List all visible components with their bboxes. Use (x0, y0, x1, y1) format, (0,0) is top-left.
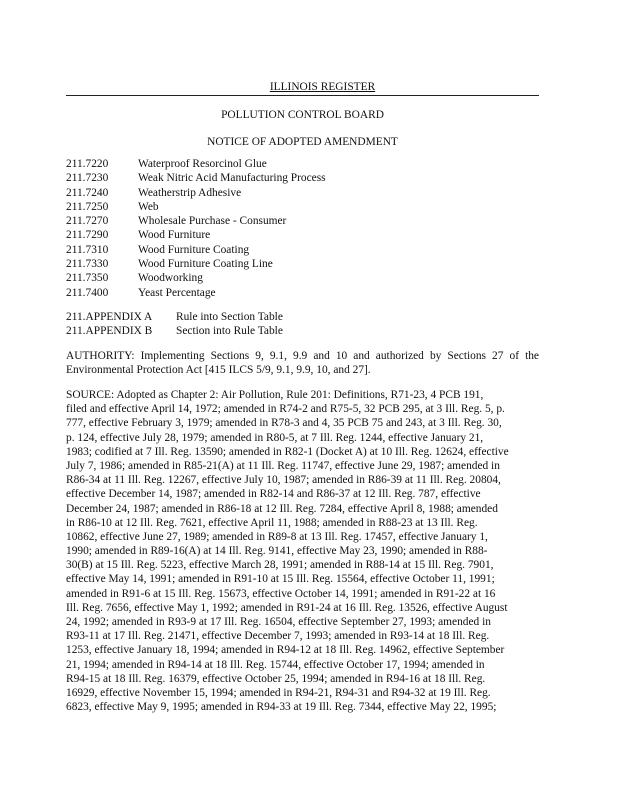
source-line: R86-34 at 11 Ill. Reg. 12267, effective July 10, 1987; amended in R86-39 at 11 Ill. Reg. 20804, (66, 474, 501, 487)
source-line: 10862, effective June 27, 1989; amended in R89-8 at 13 Ill. Reg. 17457, effective January 1, (66, 530, 488, 543)
register-title: ILLINOIS REGISTER (269, 81, 376, 93)
section-title: Waterproof Resorcinol Glue (138, 158, 267, 170)
appendix-row (66, 310, 539, 324)
appendix-number: 211.APPENDIX A (66, 311, 153, 323)
source-line: 21, 1994; amended in R94-14 at 18 Ill. Reg. 15744, effective October 17, 1994; amended in (66, 658, 485, 671)
register-header (66, 80, 539, 96)
section-number: 211.7250 (66, 200, 109, 213)
section-title: Wood Furniture Coating (138, 243, 250, 256)
source-line: 30(B) at 15 Ill. Reg. 5223, effective March 28, 1991; amended in R88-14 at 15 Ill. Reg. 7901, (66, 559, 494, 572)
section-title: Wood Furniture Coating Line (138, 258, 273, 271)
section-row (66, 186, 539, 200)
appendix-list (66, 310, 539, 339)
source-line: SOURCE: Adopted as Chapter 2: Air Pollution, Rule 201: Definitions, R71-23, 4 PCB 191, (66, 389, 484, 401)
section-number: 211.7290 (66, 229, 109, 242)
source-line: in R86-10 at 12 Ill. Reg. 7621, effective April 11, 1988; amended in R88-23 at 13 Ill. Reg. (66, 516, 478, 529)
appendix-row (66, 324, 539, 338)
section-row (66, 214, 539, 228)
authority-paragraph: AUTHORITY: Implementing Sections 9, 9.1, 9.9 and 10 and authorized by Sections 27 of the Environmental Protection Act [415 ILCS 5/9, 9.1, 9.9, 10, and 27]. (66, 350, 539, 377)
section-number: 211.7330 (66, 258, 109, 271)
section-row (66, 157, 539, 171)
source-line: effective December 14, 1987; amended in R82-14 and R86-37 at 12 Ill. Reg. 787, effective (66, 488, 481, 501)
section-number: 211.7400 (66, 286, 109, 299)
source-line: R93-11 at 17 Ill. Reg. 21471, effective December 7, 1993; amended in R93-14 at 18 Ill. Reg. (66, 630, 490, 643)
section-title: Woodworking (138, 272, 203, 285)
source-line: p. 124, effective July 28, 1979; amended in R80-5, at 7 Ill. Reg. 1244, effective January 21, (66, 431, 484, 444)
source-line: R94-15 at 18 Ill. Reg. 16379, effective October 25, 1994; amended in R94-16 at 18 Ill. Reg. (66, 672, 486, 685)
section-number: 211.7310 (66, 243, 109, 256)
appendix-number: 211.APPENDIX B (66, 325, 153, 338)
section-list (66, 157, 539, 300)
source-line: 1990; amended in R89-16(A) at 14 Ill. Reg. 9141, effective May 23, 1990; amended in R88- (66, 545, 488, 558)
source-line: December 24, 1987; amended in R86-18 at 12 Ill. Reg. 7284, effective April 8, 1988; amended (66, 502, 498, 515)
appendix-title: Rule into Section Table (176, 311, 283, 323)
section-title: Web (138, 200, 159, 213)
section-title: Weak Nitric Acid Manufacturing Process (138, 172, 326, 185)
section-title: Weatherstrip Adhesive (138, 186, 242, 199)
section-row (66, 257, 539, 271)
source-line: effective May 14, 1991; amended in R91-10 at 15 Ill. Reg. 15564, effective October 11, 1991; (66, 573, 495, 586)
source-line: amended in R91-6 at 15 Ill. Reg. 15673, effective October 14, 1991; amended in R91-22 at 16 (66, 587, 496, 600)
section-number: 211.7230 (66, 172, 109, 185)
section-title: Yeast Percentage (138, 286, 216, 299)
section-number: 211.7240 (66, 186, 109, 199)
section-row (66, 228, 539, 242)
notice-title: NOTICE OF ADOPTED AMENDMENT (207, 136, 398, 148)
source-line: 16929, effective November 15, 1994; amended in R94-21, R94-31 and R94-32 at 19 Ill. Reg. (66, 686, 491, 699)
source-line: 777, effective February 3, 1979; amended in R78-3 and 4, 35 PCB 75 and 243, at 3 Ill. Reg. 30, (66, 417, 502, 430)
section-row (66, 271, 539, 285)
section-number: 211.7270 (66, 215, 109, 228)
board-title: POLLUTION CONTROL BOARD (221, 109, 384, 121)
section-row (66, 200, 539, 214)
section-number: 211.7220 (66, 158, 109, 170)
section-row (66, 243, 539, 257)
section-row (66, 171, 539, 185)
source-line: 1983; codified at 7 Ill. Reg. 13590; amended in R82-1 (Docket A) at 10 Ill. Reg. 12624, effective (66, 445, 509, 458)
section-title: Wood Furniture (138, 229, 211, 242)
source-line: Ill. Reg. 7656, effective May 1, 1992; amended in R91-24 at 16 Ill. Reg. 13526, effective August (66, 601, 508, 614)
appendix-title: Section into Rule Table (176, 325, 283, 338)
section-row (66, 286, 539, 300)
section-number: 211.7350 (66, 272, 109, 285)
source-line: 1253, effective January 18, 1994; amended in R94-12 at 18 Ill. Reg. 14962, effective September (66, 644, 505, 657)
source-line: July 7, 1986; amended in R85-21(A) at 11 Ill. Reg. 11747, effective June 29, 1987; amended in (66, 459, 500, 472)
source-line: filed and effective April 14, 1972; amended in R74-2 and R75-5, 32 PCB 295, at 3 Ill. Reg. 5, p. (66, 403, 505, 416)
source-paragraph (66, 388, 539, 714)
section-title: Wholesale Purchase - Consumer (138, 215, 287, 228)
source-line: 24, 1992; amended in R93-9 at 17 Ill. Reg. 16504, effective September 27, 1993; amended in (66, 616, 491, 628)
source-line: 6823, effective May 9, 1995; amended in R94-33 at 19 Ill. Reg. 7344, effective May 22, 1995; (66, 701, 497, 714)
